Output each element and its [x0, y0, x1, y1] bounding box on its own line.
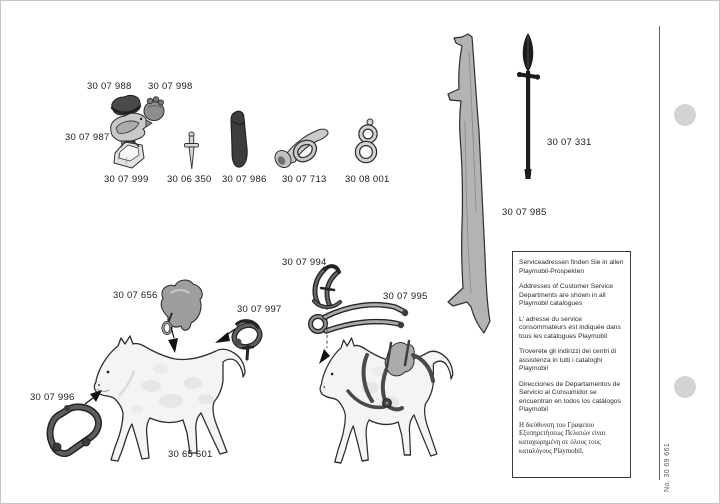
branch-illustration — [448, 34, 490, 333]
service-text-italian: Troverete gli indirizzi dei centri di assistenza in tutti i cataloghi Playmobil — [519, 348, 617, 372]
part-label-hat: 30 07 988 — [87, 81, 132, 92]
basket-illustration — [114, 141, 144, 168]
document-number: No. 30 69 661 — [664, 442, 671, 492]
part-label-rope: 30 08 001 — [345, 174, 390, 185]
quiver-illustration — [231, 111, 247, 167]
part-label-dagger: 30 06 350 — [167, 174, 212, 185]
service-address-box — [512, 251, 631, 478]
part-label-collar: 30 07 994 — [282, 257, 327, 268]
part-label-spear: 30 07 331 — [547, 137, 592, 148]
part-label-small-bridle: 30 07 997 — [237, 304, 282, 315]
part-label-falcon: 30 07 987 — [65, 132, 110, 143]
margin-rule — [659, 26, 660, 480]
part-label-shafts: 30 07 995 — [383, 291, 428, 302]
horn-illustration — [272, 129, 328, 170]
pouch-illustration — [144, 97, 164, 121]
dagger-illustration — [185, 132, 199, 169]
spear-illustration — [517, 33, 540, 179]
harnessed-horse-illustration — [320, 338, 453, 463]
service-text-english: Addresses of Customer Service Departments are shown in all Playmobil catalogues — [519, 283, 614, 307]
service-text-german: Serviceadressen finden Sie in allen Playmobil-Prospekten — [519, 259, 624, 275]
part-label-horn: 30 07 713 — [282, 174, 327, 185]
hat-illustration — [112, 95, 141, 115]
binder-hole-top — [674, 104, 696, 126]
part-label-horse: 30 65 601 — [168, 449, 213, 460]
small-bridle-illustration — [231, 321, 263, 359]
saddle-illustration — [161, 280, 202, 333]
arrow-saddle-to-horse — [168, 338, 178, 353]
part-label-saddle: 30 07 656 — [113, 290, 158, 301]
bridle-illustration — [50, 405, 98, 454]
part-label-branch: 30 07 985 — [502, 207, 547, 218]
arrow-bridle-to-horse — [215, 332, 230, 343]
service-text-french: L' adresse du service consommateurs est indiquée dans tous les catalogues Playmobil — [519, 315, 621, 340]
part-label-basket: 30 07 999 — [104, 174, 149, 185]
binder-hole-bottom — [674, 376, 696, 398]
arrow-harness-to-horse — [319, 349, 330, 364]
service-text-greek: Η διεύθυνση του Γραφείου Εξυπηρετήσεως Πελατών είναι καταχωρημένη σε όλους τους καταλόγους Playmobil. — [519, 421, 606, 455]
part-label-quiver: 30 07 986 — [222, 174, 267, 185]
service-text-spanish: Direcciones de Departamentos de Servicio al Consumidor se encuentran en todos los catálogos Playmobil — [519, 380, 621, 413]
horse-illustration — [94, 336, 245, 461]
part-label-pouch: 30 07 998 — [148, 81, 193, 92]
rope-illustration — [358, 119, 376, 161]
part-label-bridle: 30 07 996 — [30, 392, 75, 403]
collar-harness-illustration — [314, 266, 340, 307]
